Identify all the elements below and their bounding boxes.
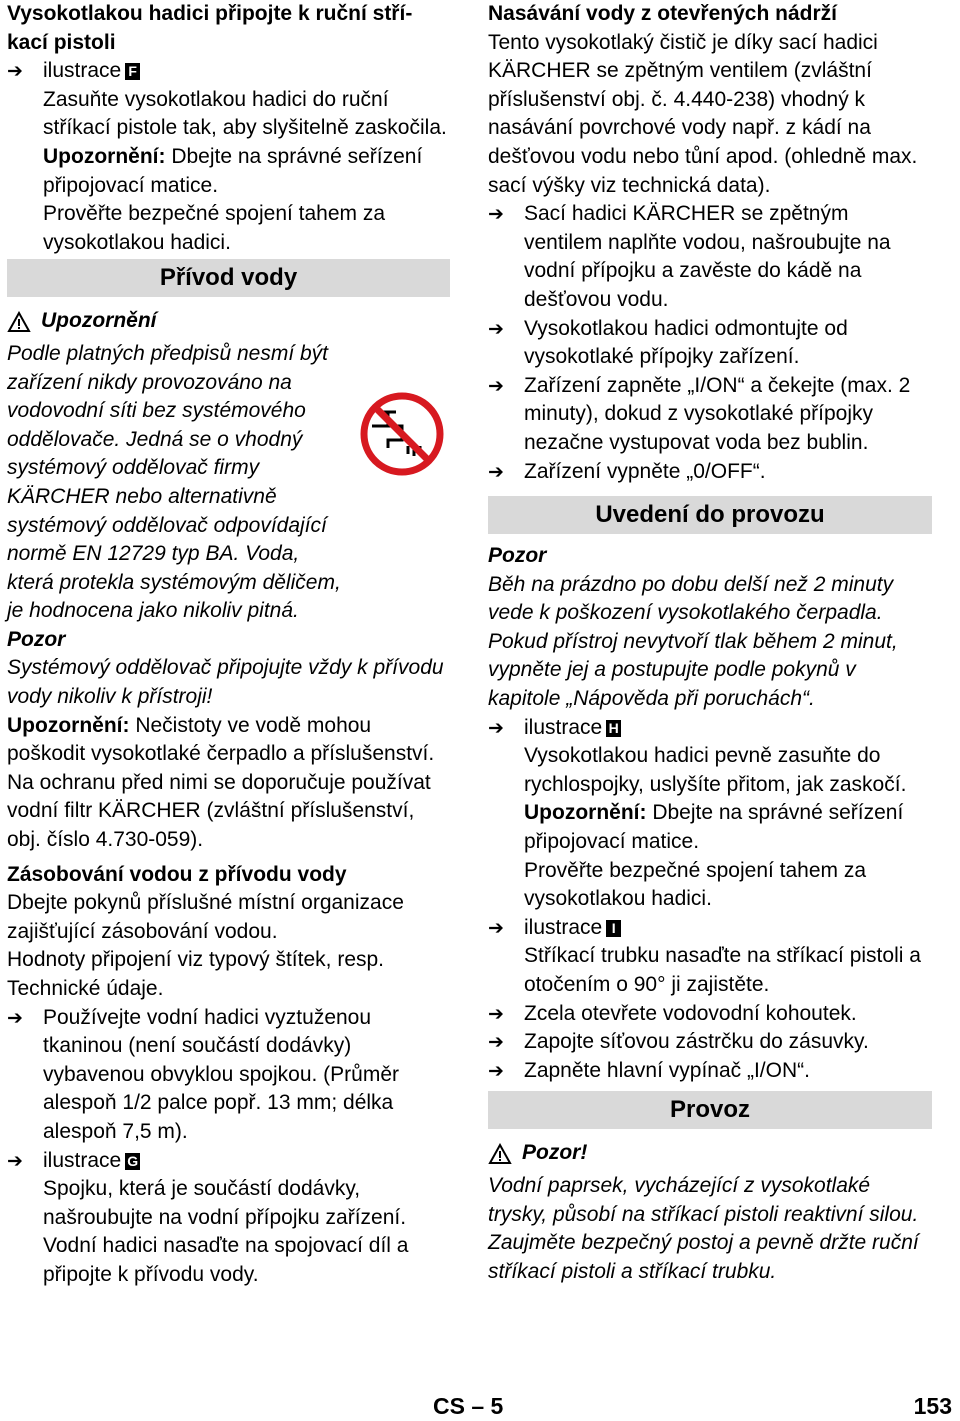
- step-switch-off: ➔ Zařízení vypněte „0/OFF“.: [488, 458, 932, 487]
- warning-triangle-icon: [7, 311, 31, 333]
- h-hose-text: Vysokotlakou hadici pevně zasuňte do rychlospojky, uslyšíte přitom, jak zaskočí.: [524, 744, 907, 796]
- step-open-tap: ➔ Zcela otevřete vodovodní kohoutek.: [488, 1000, 932, 1029]
- pozor-heading: Pozor: [488, 544, 547, 568]
- note-text: Dbejte na správné seřízení připojovací matice.: [43, 144, 423, 197]
- h-check-text: Prověřte bezpečné spojení tahem za vysokotlakou hadici.: [524, 858, 867, 911]
- note-paragraph: [7, 143, 450, 200]
- note-label: Upozornění:: [43, 144, 166, 168]
- pozor-text: Systémový oddělovač připojujte vždy k přívodu vody nikoliv k přístroji!: [7, 656, 444, 709]
- i-lance-text: Stříkací trubku nasaďte na stříkací pistoli a otočením o 90° ji zajistěte.: [524, 944, 921, 996]
- illustration-g-step: [7, 1147, 450, 1176]
- illustration-letter: F: [125, 63, 140, 80]
- supply-connect-text: Vodní hadici nasaďte na spojovací díl a připojte k přívodu vody.: [43, 1234, 409, 1286]
- illustration-letter: H: [606, 720, 621, 737]
- step-suction-hose: ➔ Sací hadici KÄRCHER se zpětným ventilem naplňte vodou, našroubujte na vodní přípojku a zavěste do kádě na dešťovou vodu.: [488, 200, 932, 314]
- pozor-text: Běh na prázdno po dobu delší než 2 minuty vede k poškození vysokotlakého čerpadla. Pokud přístroj nevytvoří tlak během 2 minut, vypněte jej a postupujte podle pokynů v kapitole „Nápověda při poruchách“.: [488, 572, 898, 711]
- supply-coupling-text: Spojku, která je součástí dodávky, našroubujte na vodní přípojku zařízení.: [43, 1177, 407, 1229]
- warning-text: [7, 340, 450, 626]
- footer-language-code: CS – 5: [433, 1393, 504, 1419]
- note-label: Upozornění:: [524, 801, 647, 825]
- illustration-label: ilustrace: [43, 59, 122, 83]
- step-main-switch: ➔ Zapněte hlavní vypínač „I/ON“.: [488, 1057, 932, 1086]
- h-note-paragraph: [488, 799, 932, 856]
- note2-text: Nečistoty ve vodě mohou poškodit vysokotlaké čerpadlo a příslušenství. Na ochranu před nimi se doporučuje používat vodní filtr KÄRCHER (zvláštní příslušenství, obj. číslo 4.730-059).: [7, 713, 435, 852]
- pozor-heading: Pozor: [7, 627, 66, 651]
- supply-title: Zásobování vodou z přívodu vody: [7, 862, 347, 886]
- hose-connect-title: Vysokotlakou hadici připojte k ruční stří-kací pistoli: [7, 2, 413, 54]
- warning2-heading: [488, 1139, 932, 1168]
- section-water-supply: Přívod vody: [7, 259, 450, 297]
- step-plug-in: ➔ Zapojte síťovou zástrčku do zásuvky.: [488, 1028, 932, 1057]
- section-startup: Uvedení do provozu: [488, 496, 932, 534]
- note-text: Dbejte na správné seřízení připojovací matice.: [524, 801, 904, 854]
- no-drinking-water-icon: [358, 390, 446, 478]
- footer-page-number: 153: [913, 1393, 952, 1419]
- warning-heading: [7, 307, 450, 336]
- warning-text-content: Podle platných předpisů nesmí být zařízení nikdy provozováno na vodovodní síti bez systémového oddělovače. Jedná se o vhodný systémový oddělovač firmy KÄRCHER nebo alternativně systémový oddělovač odpovídající normě EN 12729 typ BA. Voda, která protekla systémovým děličem, je hodnocena jako nikoliv pitná.: [7, 341, 341, 623]
- warning-triangle-icon: [488, 1143, 512, 1165]
- left-column: [7, 0, 450, 1290]
- warning2-label: Pozor!: [522, 1141, 588, 1165]
- illustration-i-step: [488, 914, 932, 943]
- illustration-letter: G: [125, 1153, 140, 1170]
- check-connection-text: Prověřte bezpečné spojení tahem za vysokotlakou hadici.: [43, 202, 386, 254]
- warning-label: Upozornění: [41, 309, 157, 333]
- illustration-letter: I: [606, 920, 621, 937]
- note2-paragraph: [7, 712, 450, 855]
- open-tank-text: Tento vysokotlaký čistič je díky sací hadici KÄRCHER se zpětným ventilem (zvláštní příslušenství obj. č. 4.440-238) vhodný k nasávání povrchové vody např. z kádí na dešťovou vodu nebo tůní apod. (ohledně max. sací výšky viz technická data).: [488, 30, 918, 197]
- illustration-label: ilustrace: [524, 715, 603, 739]
- illustration-f-step: [7, 57, 450, 86]
- supply-text1: Dbejte pokynů příslušné místní organizace zajišťující zásobování vodou.: [7, 891, 404, 943]
- warning2-text: Vodní paprsek, vycházející z vysokotlaké trysky, působí na stříkací pistoli reaktivní silou. Zaujměte bezpečný postoj a pevně držte ruční stříkací pistoli a stříkací trubku.: [488, 1173, 919, 1283]
- section-operation: Provoz: [488, 1091, 932, 1129]
- note2-label: Upozornění:: [7, 713, 130, 737]
- hose-insert-text: Zasuňte vysokotlakou hadici do ruční stříkací pistole tak, aby slyšitelně zaskočila.: [43, 87, 447, 140]
- supply-text2: Hodnoty připojení viz typový štítek, resp. Technické údaje.: [7, 948, 385, 1000]
- illustration-label: ilustrace: [43, 1148, 122, 1172]
- supply-step-hose: ➔ Používejte vodní hadici vyztuženou tkaninou (není součástí dodávky) vybavenou obvyklou spojkou. (Průměr alespoň 1/2 palce popř. 13 mm; délka alespoň 7,5 m).: [7, 1004, 450, 1147]
- illustration-label: ilustrace: [524, 915, 603, 939]
- open-tank-title: Nasávání vody z otevřených nádrží: [488, 2, 837, 25]
- illustration-h-step: [488, 714, 932, 743]
- step-remove-hose: ➔ Vysokotlakou hadici odmontujte od vysokotlaké přípojky zařízení.: [488, 315, 932, 372]
- right-column: [488, 0, 932, 1286]
- step-switch-on-wait: ➔ Zařízení zapněte „I/ON“ a čekejte (max. 2 minuty), dokud z vysokotlaké přípojky nezačne vystupovat voda bez bublin.: [488, 372, 932, 458]
